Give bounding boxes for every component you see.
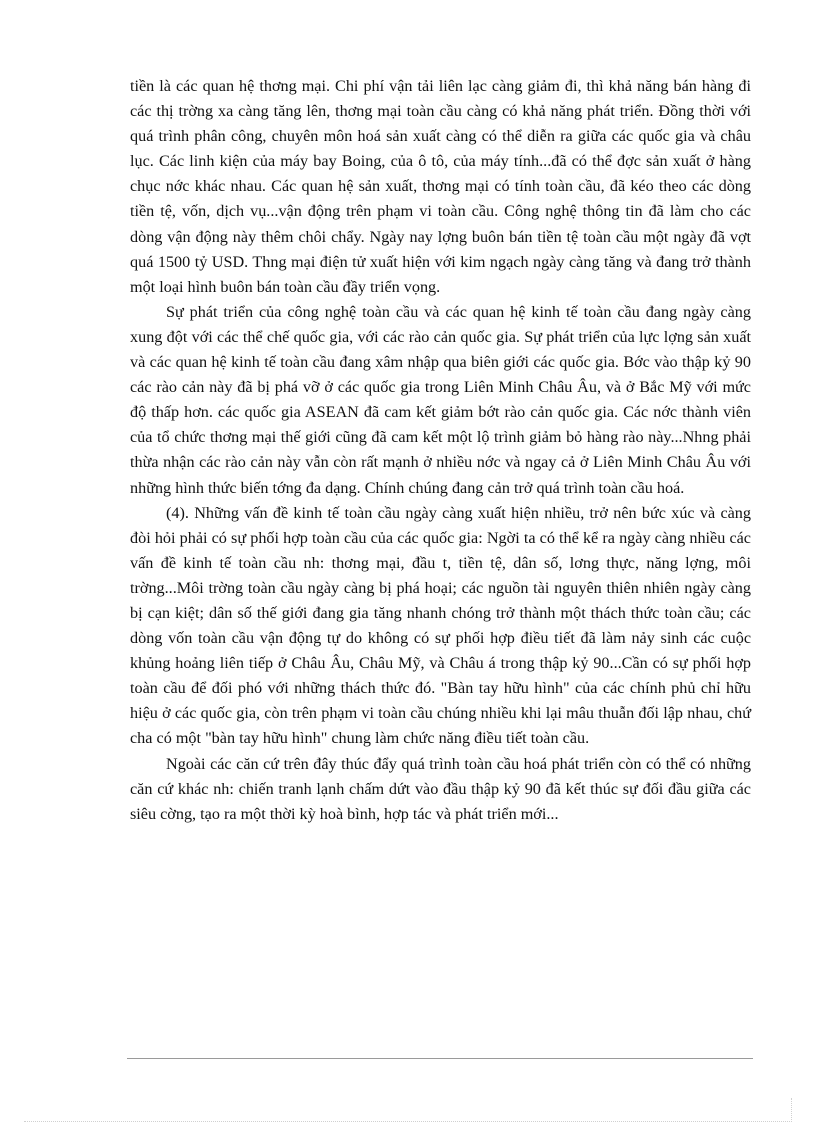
footer-divider [127,1058,753,1059]
body-text [130,74,751,827]
paragraph-global-economic-relations: Sự phát triển của công nghệ toàn cầu và các quan hệ kinh tế toàn cầu đang ngày càng xung đột với các thể chế quốc gia, với các rào cản quốc gia. Sự phát triển của lực lợng sản xuất và các quan hệ kinh tế toàn cầu đang xâm nhập qua biên giới các quốc gia. Bớc vào thập kỷ 90 các rào cản này đã bị phá vỡ ở các quốc gia trong Liên Minh Châu Âu, và ở Bắc Mỹ với mức độ thấp hơn. các quốc gia ASEAN đã cam kết giảm bớt rào cản quốc gia. Các nớc thành viên của tổ chức thơng mại thế giới cũng đã cam kết một lộ trình giảm bỏ hàng rào này...Nhng phải thừa nhận các rào cản này vẫn còn rất mạnh ở nhiều nớc và ngay cả ở Liên Minh Châu Âu với những hình thức biến tớng đa dạng. Chính chúng đang cản trở quá trình toàn cầu hoá. [130,302,751,497]
paragraph-other-factors: Ngoài các căn cứ trên đây thúc đẩy quá trình toàn cầu hoá phát triển còn có thể có những căn cứ khác nh: chiến tranh lạnh chấm dứt vào đầu thập kỷ 90 đã kết thúc sự đối đầu giữa các siêu cờng, tạo ra một thời kỳ hoà bình, hợp tác và phát triển mới... [130,754,751,823]
paragraph-global-economic-issues: (4). Những vấn đề kinh tế toàn cầu ngày càng xuất hiện nhiều, trở nên bức xúc và càng đòi hỏi phải có sự phối hợp toàn cầu của các quốc gia: Ngời ta có thể kể ra ngày càng nhiều các vấn đề kinh tế toàn cầu nh: thơng mại, đầu t, tiền tệ, dân số, lơng thực, năng lợng, môi trờng...Môi trờng toàn cầu ngày càng bị phá hoại; các nguồn tài nguyên thiên nhiên ngày càng bị cạn kiệt; dân số thế giới đang gia tăng nhanh chóng trở thành một thách thức toàn cầu; các dòng vốn toàn cầu vận động tự do không có sự phối hợp điều tiết đã làm nảy sinh các cuộc khủng hoảng liên tiếp ở Châu Âu, Châu Mỹ, và Châu á trong thập kỷ 90...Cần có sự phối hợp toàn cầu để đối phó với những thách thức đó. "Bàn tay hữu hình" của các chính phủ chỉ hữu hiệu ở các quốc gia, còn trên phạm vi toàn cầu chúng nhiều khi lại mâu thuẫn đối lập nhau, chứ cha có một "bàn tay hữu hình" chung làm chức năng điều tiết toàn cầu. [130,503,751,748]
page-bottom-border [24,1121,792,1122]
paragraph-continuation: tiền là các quan hệ thơng mại. Chi phí vận tải liên lạc càng giảm đi, thì khả năng bán hàng đi các thị trờng xa càng tăng lên, thơng mại toàn cầu càng có khả năng phát triển. Đồng thời với quá trình phân công, chuyên môn hoá sản xuất càng có thể diễn ra giữa các quốc gia và châu lục. Các linh kiện của máy bay Boing, của ô tô, của máy tính...đã có thể đợc sản xuất ở hàng chục nớc khác nhau. Các quan hệ sản xuất, thơng mại có tính toàn cầu, đã kéo theo các dòng tiền tệ, vốn, dịch vụ...vận động trên phạm vi toàn cầu. Công nghệ thông tin đã làm cho các dòng vận động này thêm chôi chẩy. Ngày nay lợng buôn bán tiền tệ toàn cầu một ngày đã vợt quá 1500 tỷ USD. Thng mại điện tử xuất hiện với kim ngạch ngày càng tăng và đang trở thành một loại hình buôn bán toàn cầu đầy triển vọng. [130,77,751,296]
page-right-border [791,1098,792,1122]
